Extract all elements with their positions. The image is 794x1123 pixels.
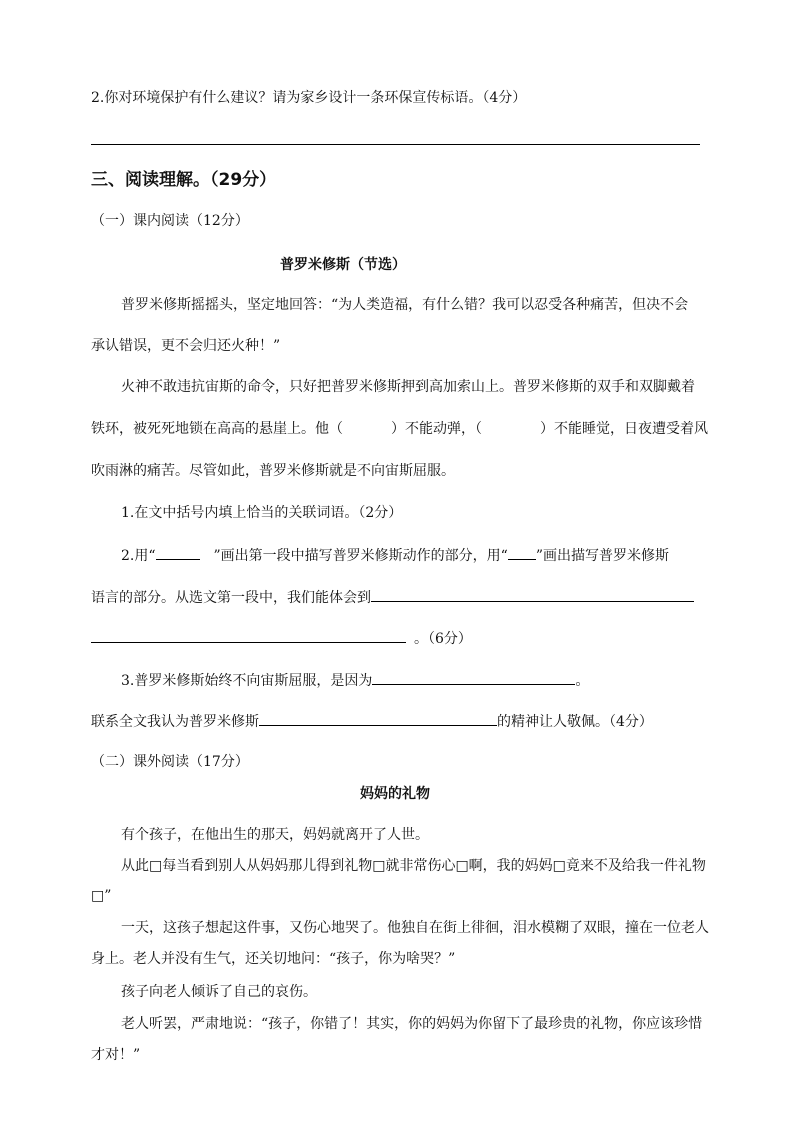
underline-sample-wavy [508,545,536,560]
question-2: 2.你对环境保护有什么建议？请为家乡设计一条环保宣传标语。（4分） [91,90,527,106]
p2-line2-a: 铁环，被死死地锁在高高的悬崖上。他（ [91,421,343,437]
part2-heading: （二）课外阅读（17分） [91,754,249,770]
q2-c: ”画出描写普罗米修斯 [535,548,670,564]
answer-line [91,144,700,145]
question-2-line2 [91,587,694,608]
underline-sample-straight [156,545,200,560]
p2-line1: 火神不敢违抗宙斯的命令，只好把普罗米修斯押到高加索山上。普罗米修斯的双手和双脚戴着 [121,379,695,395]
p1-line2: 承认错误，更不会归还火种！” [91,338,281,354]
answer-blank-2[interactable] [91,628,406,643]
question-3-line2 [91,711,653,732]
story-p5-line2: 才对！” [91,1047,141,1063]
p2-line2-b: ）不能动弹，（ [391,421,482,437]
p2-line3: 吹雨淋的痛苦。尽管如此，普罗米修斯就是不向宙斯屈服。 [91,463,455,479]
q2-line3-end: 。（6分） [414,631,472,647]
story-p5-line1: 老人听罢，严肃地说：“孩子，你错了！其实，你的妈妈为你留下了最珍贵的礼物，你应该珍惜 [121,1016,703,1032]
q2-line2-text: 语言的部分。从选文第一段中，我们能体会到 [91,590,371,606]
story-p3-line2: 身上。老人并没有生气，还关切地问：“孩子，你为啥哭？” [91,951,456,967]
q3-a-end: 。 [575,673,590,689]
question-2-line3 [91,628,472,649]
p2-line2 [91,419,708,439]
q2-b: ”画出第一段中描写普罗米修斯动作的部分，用“ [213,548,508,564]
question-2-line1 [121,545,669,566]
story-p2-line1: 从此□每当看到别人从妈妈那儿得到礼物□就非常伤心□啊，我的妈妈□竟来不及给我一件礼物 [121,858,706,874]
part2-title: 妈妈的礼物 [360,786,430,802]
p1-line1: 普罗米修斯摇摇头，坚定地回答：“为人类造福，有什么错？我可以忍受各种痛苦，但决不会 [121,297,689,313]
p2-line2-c: ）不能睡觉，日夜遭受着风 [540,421,708,437]
story-p3-line1: 一天，这孩子想起这件事，又伤心地哭了。他独自在街上徘徊，泪水模糊了双眼，撞在一位老人 [121,920,709,936]
section-heading: 三、阅读理解。（29分） [91,170,277,190]
answer-blank-4[interactable] [259,711,497,726]
question-1: 1.在文中括号内填上恰当的关联词语。（2分） [121,505,403,521]
story-p2-line2: □” [91,888,112,904]
q3-a: 3.普罗米修斯始终不向宙斯屈服，是因为 [121,673,373,689]
answer-blank-1[interactable] [371,587,694,602]
q3-b-end: 的精神让人敬佩。（4分） [497,714,653,730]
question-3-line1 [121,670,589,691]
story-p1: 有个孩子，在他出生的那天，妈妈就离开了人世。 [121,827,429,843]
story-p4: 孩子向老人倾诉了自己的哀伤。 [121,984,317,1000]
part1-title: 普罗米修斯（节选） [280,257,406,273]
q2-a: 2.用“ [121,548,156,564]
answer-blank-3[interactable] [372,670,575,685]
q3-b: 联系全文我认为普罗米修斯 [91,714,259,730]
part1-heading: （一）课内阅读（12分） [91,213,249,229]
